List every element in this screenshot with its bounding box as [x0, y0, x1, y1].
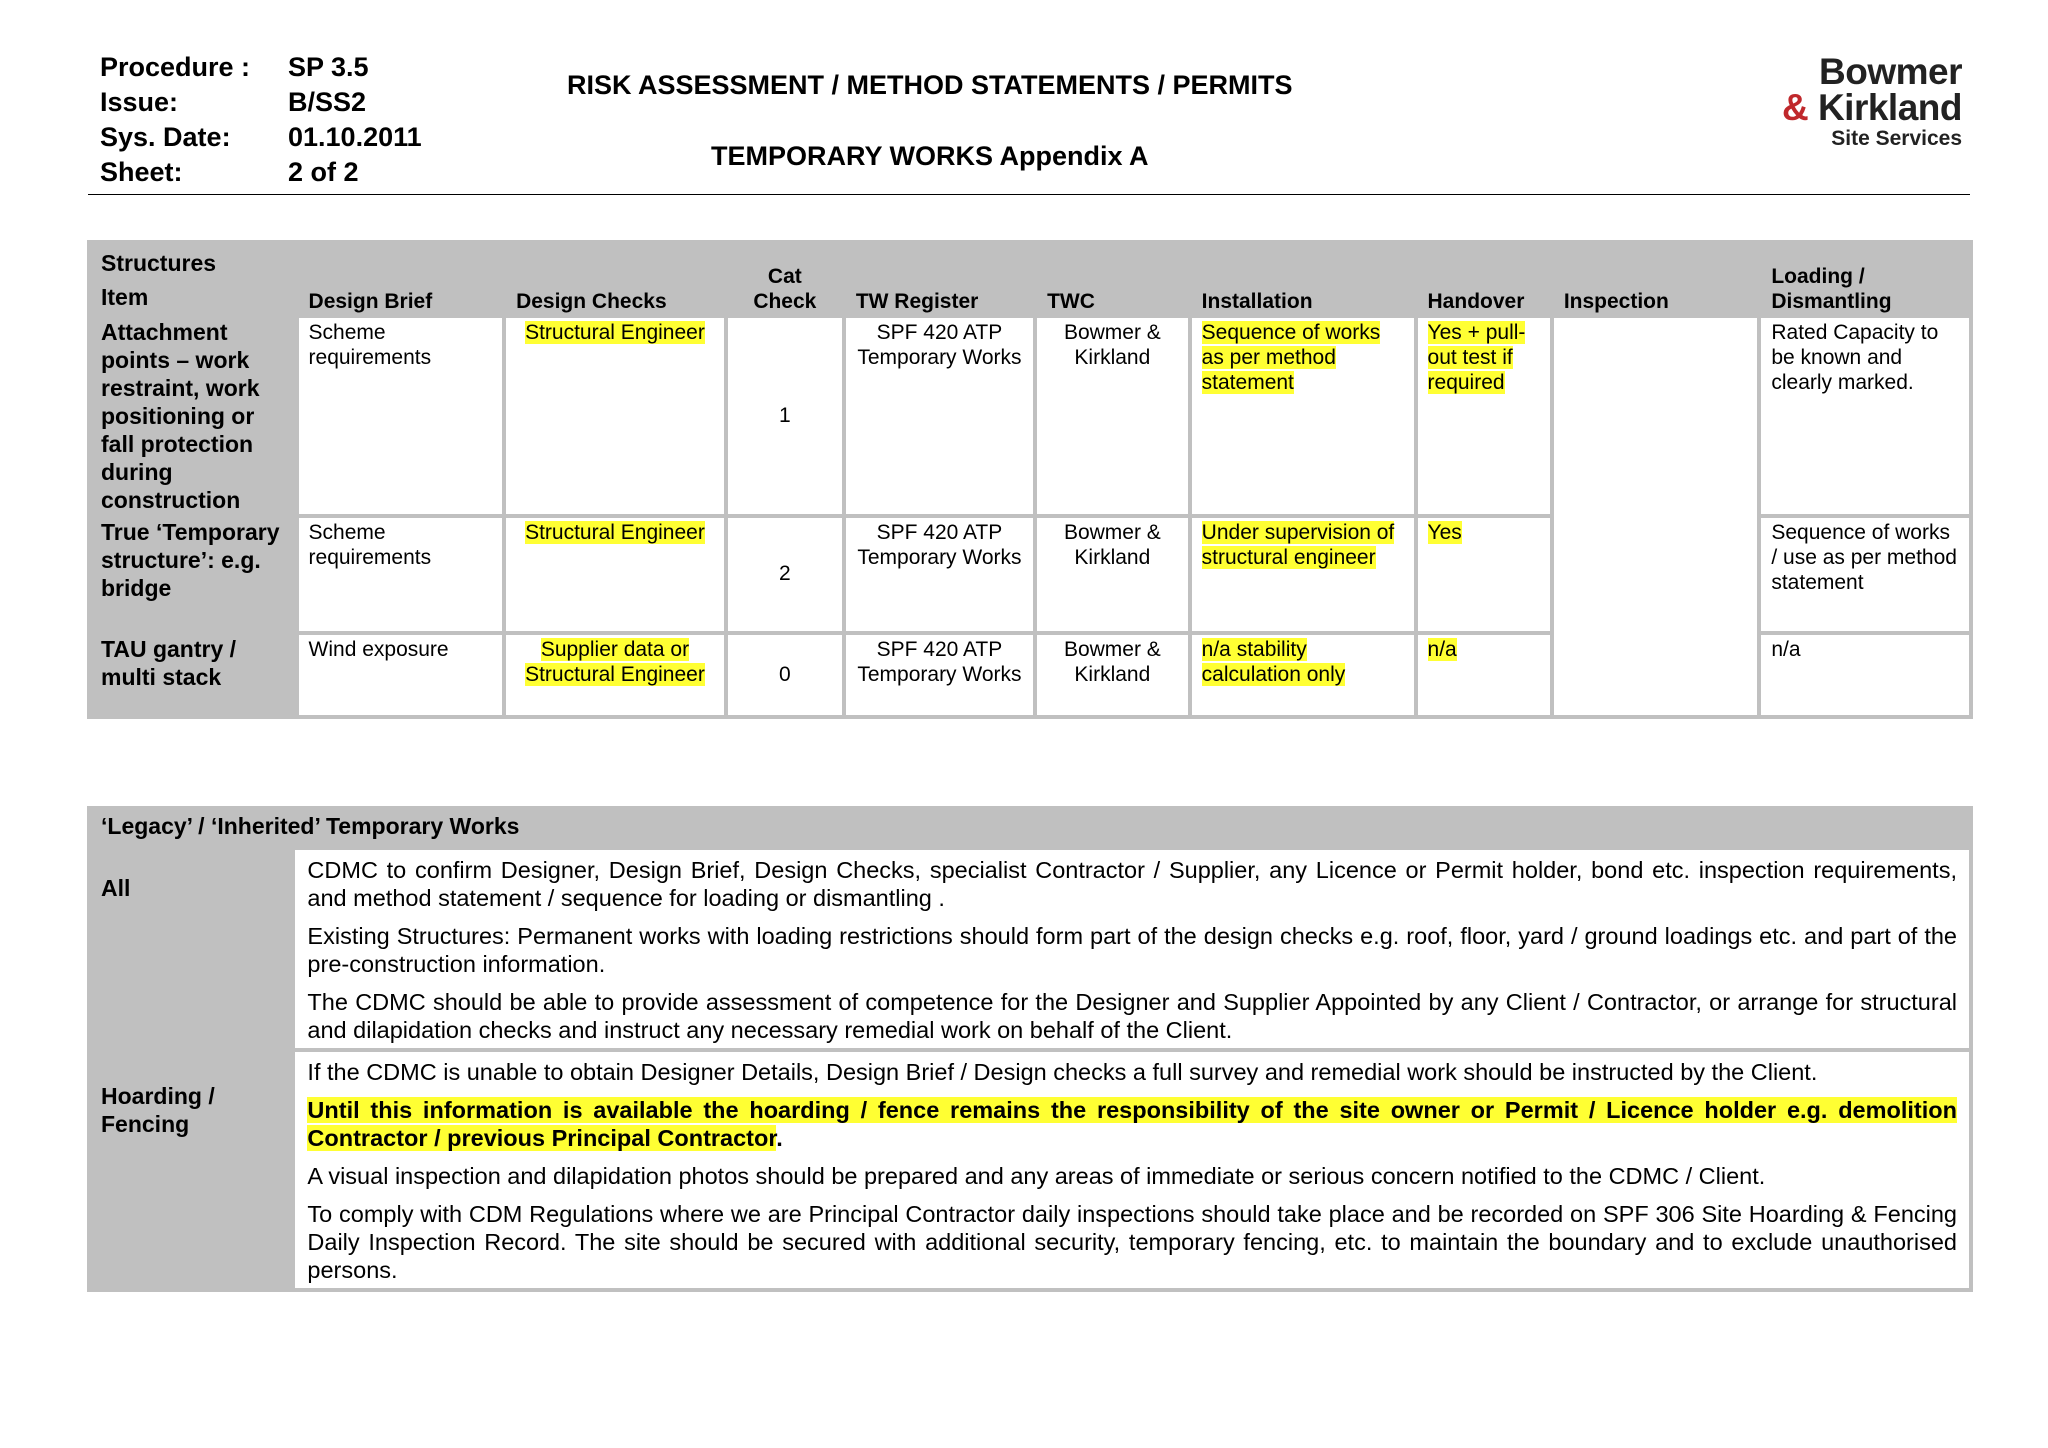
highlighted-text: Structural Engineer [525, 321, 705, 344]
section-title-structures: Structures [101, 250, 217, 276]
cell-cat-check: 0 [728, 635, 842, 715]
column-header-inspection: Inspection [1554, 244, 1758, 314]
cell-twc: Bowmer & Kirkland [1037, 318, 1188, 514]
cell-inspection [1554, 318, 1758, 715]
legacy-header-row [91, 810, 1969, 846]
paragraph: If the CDMC is unable to obtain Designer Details, Design Brief / Design checks a full survey and remedial work should be instructed by the Client. [307, 1059, 1818, 1085]
paragraph: CDMC to confirm Designer, Design Brief, Design Checks, specialist Contractor / Supplier, any Licence or Permit holder, bond etc. inspection requirements, and method statement / sequence for loading or dismantling . [307, 857, 1957, 911]
meta-label: Procedure : [100, 52, 251, 82]
meta-value: 2 of 2 [288, 157, 359, 187]
cell-design-brief: Wind exposure [299, 635, 503, 715]
cell-all-text [295, 850, 1969, 1048]
row-item: Attachment points – work restraint, work positioning or fall protection during construction [91, 318, 295, 514]
column-header-design-checks: Design Checks [506, 244, 724, 314]
cell-design-brief: Scheme requirements [299, 518, 503, 631]
cell-design-brief: Scheme requirements [299, 318, 503, 514]
meta-label: Sys. Date: [100, 122, 231, 152]
meta-value: B/SS2 [288, 87, 367, 117]
column-header-handover: Handover [1418, 244, 1550, 314]
column-header-cat-check: Cat Check [728, 244, 842, 314]
row-label-all: All [91, 850, 291, 1048]
cell-loading: Rated Capacity to be known and clearly marked. [1761, 318, 1969, 514]
cell-twc: Bowmer & Kirkland [1037, 635, 1188, 715]
document-title: RISK ASSESSMENT / METHOD STATEMENTS / PERMITS [567, 70, 1293, 100]
cell-tw-register: SPF 420 ATP Temporary Works [846, 518, 1033, 631]
company-logo [1781, 51, 1962, 152]
paragraph: To comply with CDM Regulations where we are Principal Contractor daily inspections should take place and be recorded on SPF 306 Site Hoarding & Fencing Daily Inspection Record. The site should be secured with additional security, temporary fencing, etc. to maintain the boundary and to exclude unauthorised persons. [307, 1201, 1957, 1283]
highlighted-text: Yes + pull-out test if required [1427, 321, 1526, 394]
column-header-label: Item [101, 284, 149, 310]
header-divider [88, 194, 1970, 195]
structures-table [87, 240, 1973, 719]
document-subtitle: TEMPORARY WORKS Appendix A [711, 141, 1149, 171]
column-header-installation: Installation [1192, 244, 1414, 314]
row-item: TAU gantry / multi stack [91, 635, 295, 715]
cell-design-checks [506, 518, 724, 631]
cell-design-checks [506, 318, 724, 514]
cell-design-checks [506, 635, 724, 715]
logo-line-2 [1781, 87, 1962, 128]
meta-label: Sheet: [100, 157, 183, 187]
cell-cat-check: 1 [728, 318, 842, 514]
cell-installation [1192, 318, 1414, 514]
legacy-table [87, 806, 1973, 1292]
cell-installation [1192, 635, 1414, 715]
table-row [91, 318, 1969, 514]
section-title-legacy: ‘Legacy’ / ‘Inherited’ Temporary Works [91, 810, 1969, 846]
meta-label: Issue: [100, 87, 179, 117]
highlighted-text: n/a [1427, 638, 1457, 661]
row-item: True ‘Temporary structure’: e.g. bridge [91, 518, 295, 631]
paragraph: Existing Structures: Permanent works with loading restrictions should form part of the design checks e.g. roof, floor, yard / ground loadings etc. and part of the pre-construction information. [307, 923, 1957, 977]
highlighted-text: Yes [1427, 521, 1462, 544]
highlighted-text: Under supervision of structural engineer [1201, 521, 1395, 569]
column-header-item [91, 244, 295, 314]
cell-hoarding-text [295, 1052, 1969, 1288]
cell-loading: Sequence of works / use as per method statement [1761, 518, 1969, 631]
paragraph: The CDMC should be able to provide assessment of competence for the Designer and Supplier Appointed by any Client / Contractor, or arrange for structural and dilapidation checks and instruct any necessary remedial work on behalf of the Client. [307, 989, 1957, 1043]
logo-line-3: Site Services [1831, 127, 1962, 150]
meta-value: 01.10.2011 [288, 122, 422, 152]
cell-loading: n/a [1761, 635, 1969, 715]
highlighted-text: Supplier data or Structural Engineer [525, 638, 705, 686]
cell-twc: Bowmer & Kirkland [1037, 518, 1188, 631]
column-header-tw-register: TW Register [846, 244, 1033, 314]
highlighted-text: Until this information is available the hoarding / fence remains the responsibility of the site owner or Permit / Licence holder e.g. demolition Contractor / previous Principal Contractor [307, 1097, 1957, 1151]
table-row [91, 1052, 1969, 1288]
cell-tw-register: SPF 420 ATP Temporary Works [846, 318, 1033, 514]
highlighted-text: Sequence of works as per method statement [1201, 321, 1381, 394]
logo-line-2-text: Kirkland [1817, 87, 1962, 128]
logo-ampersand: & [1781, 87, 1809, 128]
cell-tw-register: SPF 420 ATP Temporary Works [846, 635, 1033, 715]
column-header-design-brief: Design Brief [299, 244, 503, 314]
table-header-row [91, 244, 1969, 314]
logo-line-1: Bowmer [1819, 51, 1962, 92]
cell-handover [1418, 635, 1550, 715]
paragraph: A visual inspection and dilapidation photos should be prepared and any areas of immediate or serious concern notified to the CDMC / Client. [307, 1163, 1766, 1189]
column-header-loading: Loading / Dismantling [1761, 244, 1969, 314]
column-header-twc: TWC [1037, 244, 1188, 314]
cell-handover [1418, 318, 1550, 514]
cell-cat-check: 2 [728, 518, 842, 631]
table-row [91, 850, 1969, 1048]
cell-installation [1192, 518, 1414, 631]
paragraph-end: . [776, 1125, 783, 1151]
highlighted-text: Structural Engineer [525, 521, 705, 544]
paragraph-emphasis [307, 1096, 1957, 1152]
cell-handover [1418, 518, 1550, 631]
row-label-hoarding: Hoarding / Fencing [91, 1052, 291, 1288]
highlighted-text: n/a stability calculation only [1201, 638, 1346, 686]
meta-value: SP 3.5 [288, 52, 369, 82]
